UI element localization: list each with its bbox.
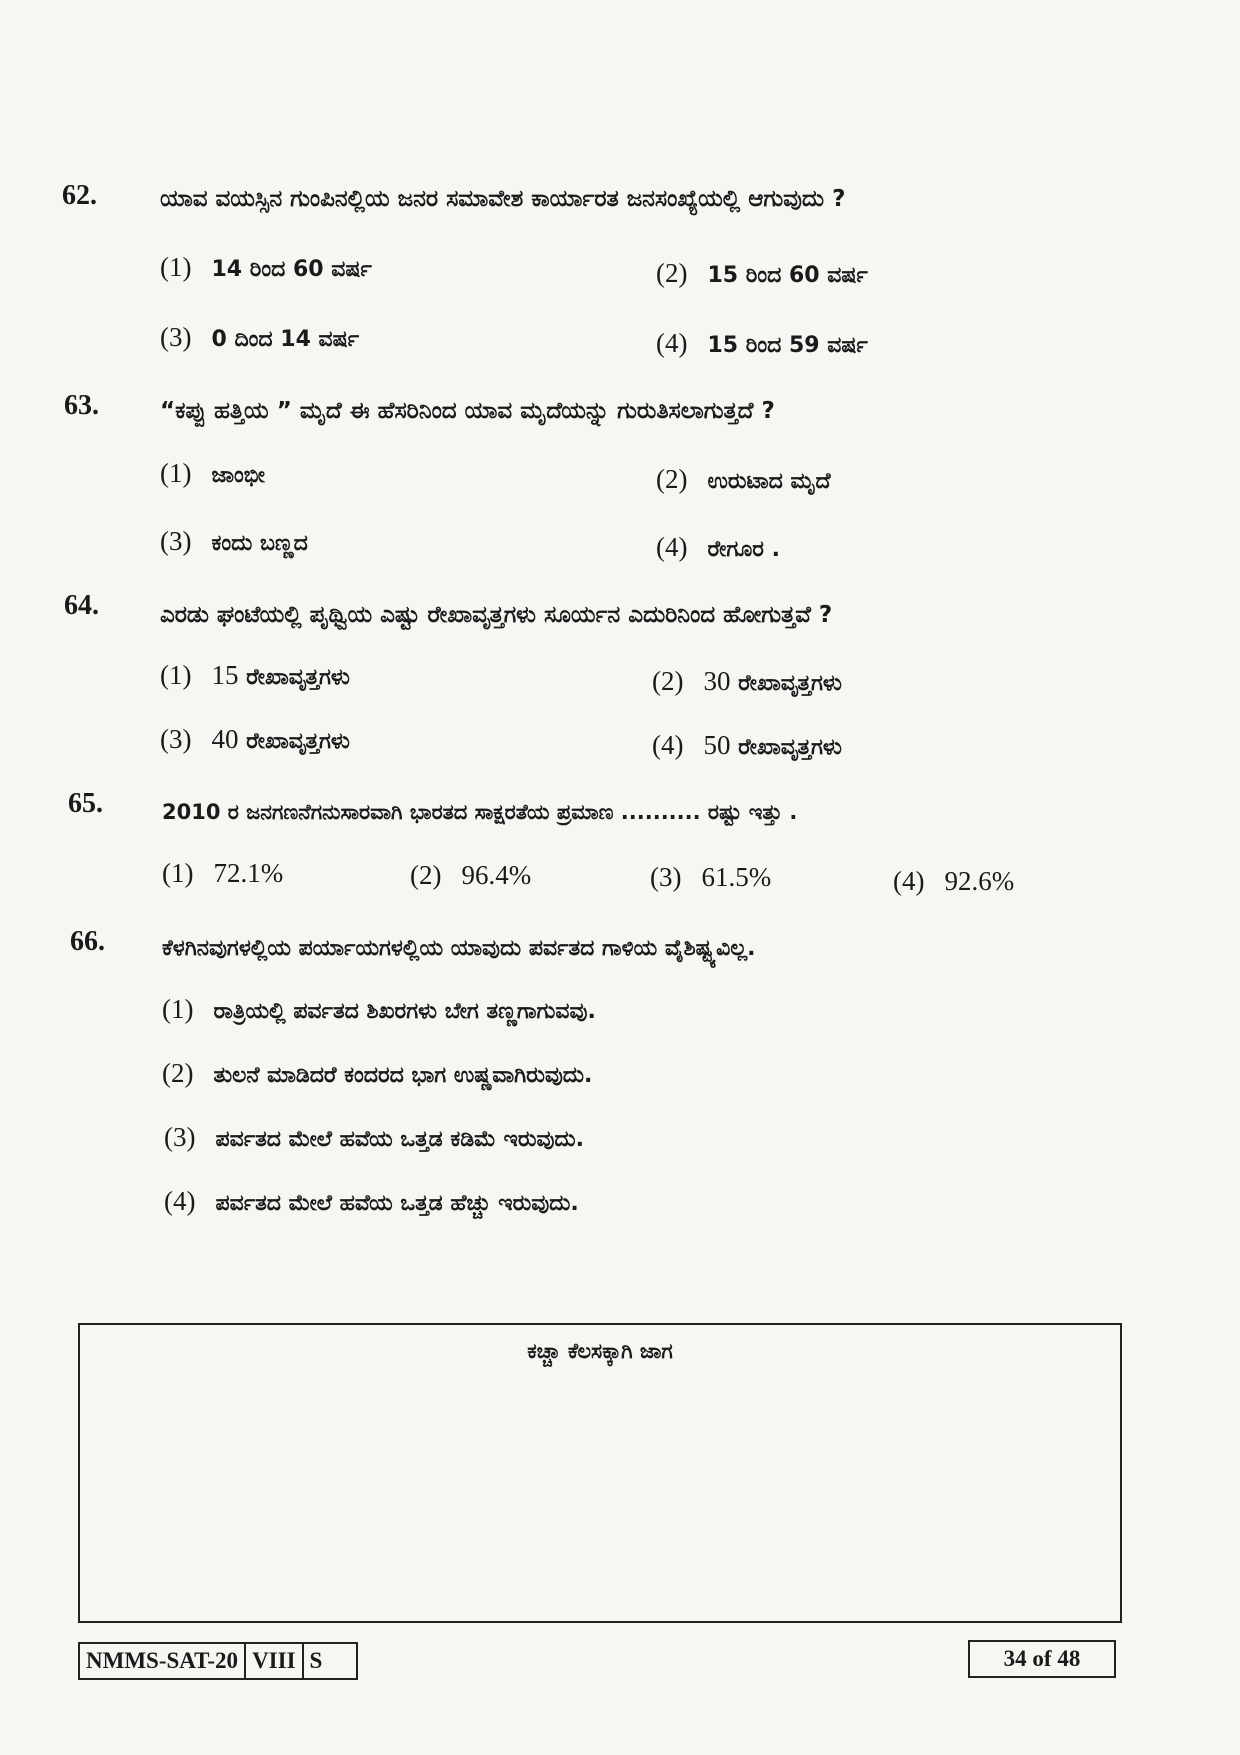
question-64-number: 64. bbox=[64, 590, 99, 621]
rough-work-box[interactable] bbox=[78, 1323, 1122, 1623]
question-65-number: 65. bbox=[68, 788, 103, 819]
question-63-number: 63. bbox=[64, 390, 99, 421]
footer-exam-code bbox=[78, 1642, 358, 1680]
question-62-option-3[interactable]: (3) 0 ದಿಂದ 14 ವರ್ಷ bbox=[160, 322, 360, 352]
question-65-option-2[interactable]: (2) 96.4% bbox=[410, 860, 532, 890]
footer-class: VIII bbox=[246, 1644, 303, 1678]
question-62-option-1[interactable]: (1) 14 ರಿಂದ 60 ವರ್ಷ bbox=[160, 252, 372, 282]
question-62-option-4[interactable]: (4) 15 ರಿಂದ 59 ವರ್ಷ bbox=[656, 328, 868, 358]
question-63-option-3[interactable]: (3) ಕಂದು ಬಣ್ಣದ bbox=[160, 526, 308, 556]
rough-work-title: ಕಚ್ಚಾ ಕೆಲಸಕ್ಕಾಗಿ ಜಾಗ bbox=[527, 1339, 673, 1363]
question-66-number: 66. bbox=[70, 926, 105, 957]
footer-set: S bbox=[309, 1648, 323, 1673]
question-64-text: ಎರಡು ಘಂಟೆಯಲ್ಲಿ ಪೃಥ್ವಿಯ ಎಷ್ಟು ರೇಖಾವೃತ್ತಗಳು ಸೂರ್ಯನ ಎದುರಿನಿಂದ ಹೋಗುತ್ತವೆ ? bbox=[160, 602, 833, 628]
question-65-option-3[interactable]: (3) 61.5% bbox=[650, 862, 772, 892]
question-66-option-4[interactable]: (4) ಪರ್ವತದ ಮೇಲೆ ಹವೆಯ ಒತ್ತಡ ಹೆಚ್ಚು ಇರುವುದು. bbox=[164, 1186, 579, 1216]
question-65-option-4[interactable]: (4) 92.6% bbox=[893, 866, 1015, 896]
question-62-option-2[interactable]: (2) 15 ರಿಂದ 60 ವರ್ಷ bbox=[656, 258, 868, 288]
question-63-option-1[interactable]: (1) ಜಾಂಭೀ bbox=[160, 458, 265, 488]
question-64-option-1[interactable]: (1) 15 ರೇಖಾವೃತ್ತಗಳು bbox=[160, 660, 350, 690]
question-65-text: 2010 ರ ಜನಗಣನೆಗನುಸಾರವಾಗಿ ಭಾರತದ ಸಾಕ್ಷರತೆಯ ಪ್ರಮಾಣ .......... ರಷ್ಟು ಇತ್ತು . bbox=[162, 800, 798, 824]
question-63-option-2[interactable]: (2) ಉರುಟಾದ ಮೃದೆ bbox=[656, 464, 831, 494]
question-62-number: 62. bbox=[62, 180, 97, 211]
question-66-option-1[interactable]: (1) ರಾತ್ರಿಯಲ್ಲಿ ಪರ್ವತದ ಶಿಖರಗಳು ಬೇಗ ತಣ್ಣಗಾಗುವವು. bbox=[162, 994, 596, 1024]
question-64-option-3[interactable]: (3) 40 ರೇಖಾವೃತ್ತಗಳು bbox=[160, 724, 350, 754]
question-64-option-4[interactable]: (4) 50 ರೇಖಾವೃತ್ತಗಳು bbox=[652, 730, 842, 760]
question-63-text: “ಕಪ್ಪು ಹತ್ತಿಯ ” ಮೃದೆ ಈ ಹೆಸರಿನಿಂದ ಯಾವ ಮೃದೆಯನ್ನು ಗುರುತಿಸಲಾಗುತ್ತದೆ ? bbox=[160, 398, 775, 424]
question-66-text: ಕೆಳಗಿನವುಗಳಲ್ಲಿಯ ಪರ್ಯಾಯಗಳಲ್ಲಿಯ ಯಾವುದು ಪರ್ವತದ ಗಾಳಿಯ ವೈಶಿಷ್ಟ್ಯವಿಲ್ಲ. bbox=[162, 936, 756, 961]
question-66-option-2[interactable]: (2) ತುಲನೆ ಮಾಡಿದರೆ ಕಂದರದ ಭಾಗ ಉಷ್ಣವಾಗಿರುವುದು. bbox=[162, 1058, 593, 1088]
question-62-text: ಯಾವ ವಯಸ್ಸಿನ ಗುಂಪಿನಲ್ಲಿಯ ಜನರ ಸಮಾವೇಶ ಕಾರ್ಯಾರತ ಜನಸಂಖ್ಯೆಯಲ್ಲಿ ಆಗುವುದು ? bbox=[160, 186, 846, 212]
footer-code: NMMS-SAT-20 bbox=[80, 1644, 246, 1678]
question-65-option-1[interactable]: (1) 72.1% bbox=[162, 858, 284, 888]
question-66-option-3[interactable]: (3) ಪರ್ವತದ ಮೇಲೆ ಹವೆಯ ಒತ್ತಡ ಕಡಿಮೆ ಇರುವುದು. bbox=[164, 1122, 584, 1152]
question-63-option-4[interactable]: (4) ರೇಗೂರ . bbox=[656, 532, 780, 562]
footer-page-number: 34 of 48 bbox=[968, 1640, 1116, 1678]
question-64-option-2[interactable]: (2) 30 ರೇಖಾವೃತ್ತಗಳು bbox=[652, 666, 842, 696]
